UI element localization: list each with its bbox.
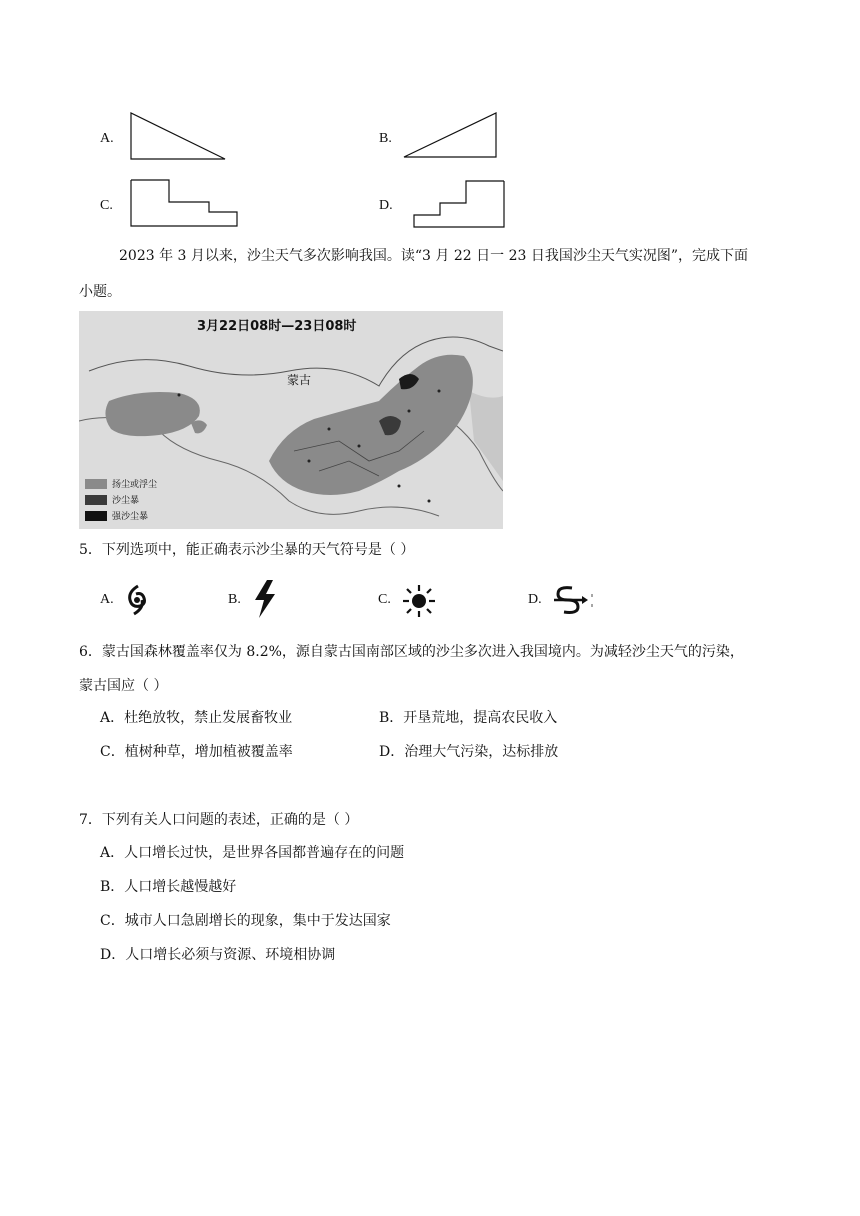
q7-option-c: C．城市人口急剧增长的现象，集中于发达国家 bbox=[100, 913, 391, 929]
legend-strong-sandstorm: 强沙尘暴 bbox=[112, 512, 149, 522]
option-a-label: A. bbox=[100, 131, 114, 146]
intro-line-2: 小题。 bbox=[79, 284, 121, 300]
legend-dust: 扬尘或浮尘 bbox=[112, 480, 158, 490]
q5-stem: 5．下列选项中，能正确表示沙尘暴的天气符号是（ ） bbox=[79, 542, 415, 558]
q6-option-b: B．开垦荒地，提高农民收入 bbox=[379, 710, 558, 726]
q7-stem: 7．下列有关人口问题的表述，正确的是（ ） bbox=[79, 812, 359, 828]
option-d-label: D. bbox=[379, 198, 393, 213]
map-title: 3月22日08时—23日08时 bbox=[197, 319, 357, 334]
map-graphic bbox=[79, 311, 503, 529]
q6-stem-line-2: 蒙古国应（ ） bbox=[79, 678, 168, 694]
q6-stem-line-1: 6．蒙古国森林覆盖率仅为 8.2%，源自蒙古国南部区域的沙尘多次进入我国境内。为减轻沙尘天气的污染， bbox=[79, 644, 744, 660]
q5-option-a-label: A. bbox=[100, 592, 114, 607]
q7-option-b: B．人口增长越慢越好 bbox=[100, 879, 237, 895]
q5-option-c-label: C. bbox=[378, 592, 391, 607]
sandstorm-icon bbox=[552, 584, 596, 616]
intro-line-1: 2023 年 3 月以来，沙尘天气多次影响我国。读“3 月 22 日一 23 日我国沙尘天气实况图”，完成下面 bbox=[119, 248, 748, 264]
sandstorm-map bbox=[79, 311, 503, 529]
steps-descending-shape bbox=[131, 180, 241, 228]
sun-icon bbox=[402, 584, 436, 618]
option-b-label: B. bbox=[379, 131, 392, 146]
triangle-ascending-shape bbox=[404, 113, 500, 161]
lightning-icon bbox=[253, 580, 277, 618]
q6-option-c: C．植树种草，增加植被覆盖率 bbox=[100, 744, 293, 760]
steps-ascending-shape bbox=[414, 181, 510, 229]
q7-option-d: D．人口增长必须与资源、环境相协调 bbox=[100, 947, 336, 963]
legend-sandstorm: 沙尘暴 bbox=[112, 496, 140, 506]
q5-option-d-label: D. bbox=[528, 592, 542, 607]
option-c-label: C. bbox=[100, 198, 113, 213]
q5-option-b-label: B. bbox=[228, 592, 241, 607]
q6-option-a: A．杜绝放牧，禁止发展畜牧业 bbox=[100, 710, 293, 726]
map-country-label: 蒙古 bbox=[287, 373, 312, 387]
triangle-descending-shape bbox=[131, 113, 227, 161]
q7-option-a: A．人口增长过快，是世界各国都普遍存在的问题 bbox=[100, 845, 405, 861]
typhoon-icon bbox=[124, 584, 148, 616]
q6-option-d: D．治理大气污染，达标排放 bbox=[379, 744, 559, 760]
